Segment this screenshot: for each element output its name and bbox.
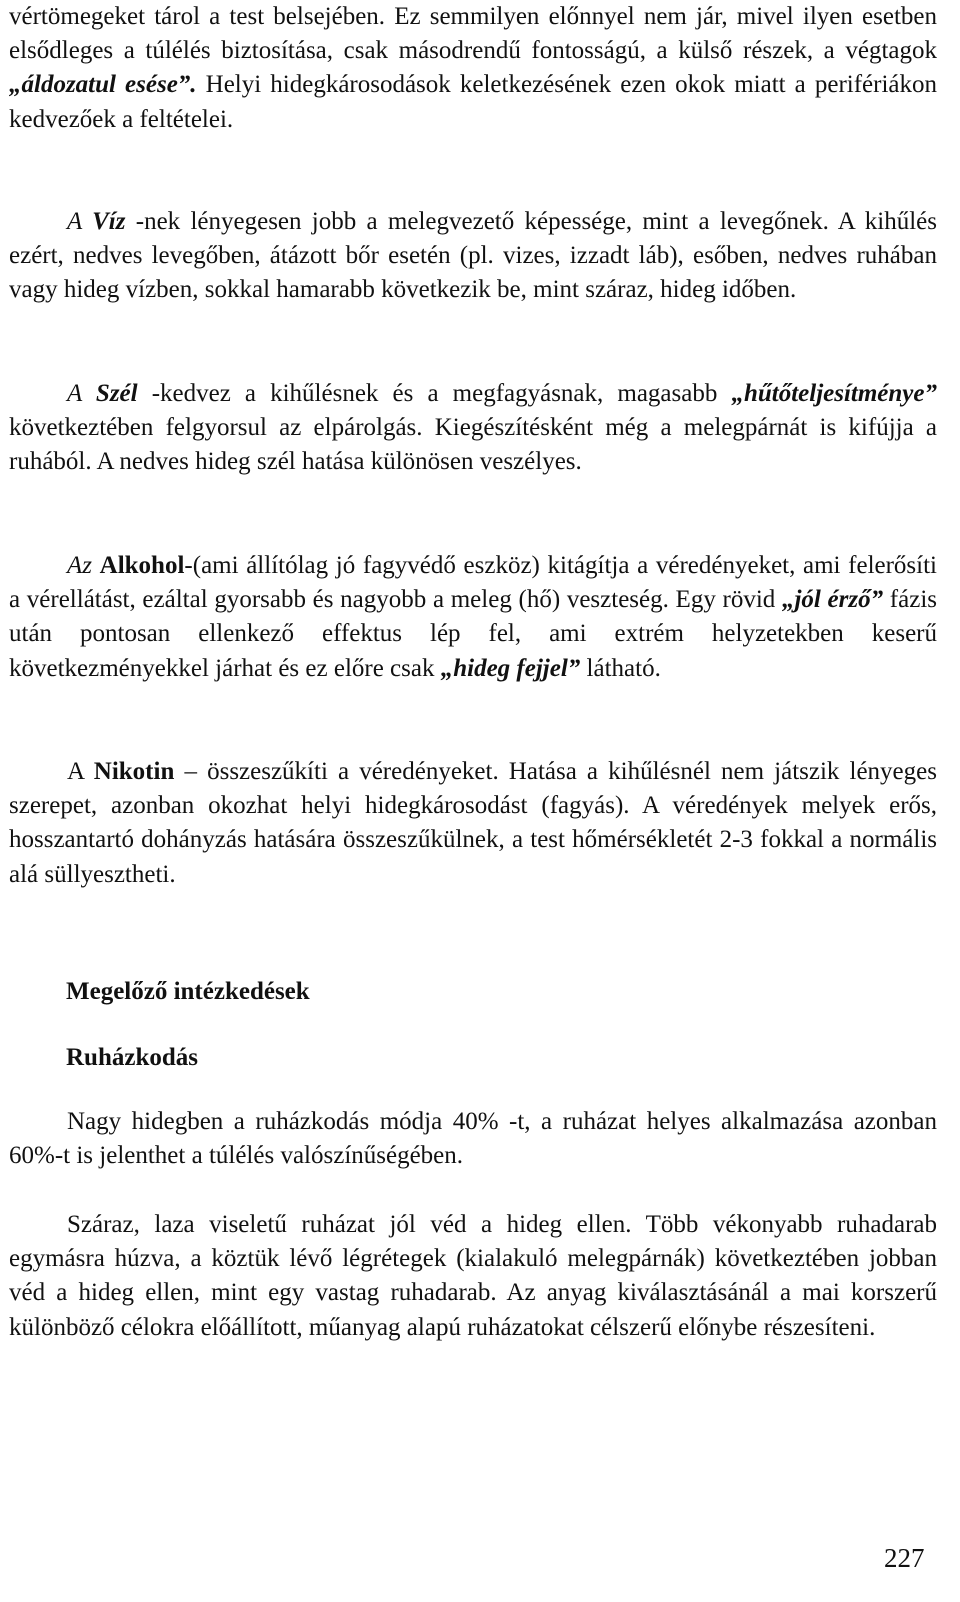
term-nikotin: Nikotin [93,758,175,785]
term-viz: Víz [92,208,126,235]
emphasis-text: „hűtőteljesítménye” [731,380,937,407]
text-run: Száraz, laza viseletű ruházat jól véd a hideg ellen. Több vékonyabb ruhadarab egymásra húzva, a köztük lévő légrétegek (kialakuló melegpárnák) következtében jobban véd a hideg ellen, mint egy vastag ruhadarab. Az anyag kiválasztásánál a mai korszerű különböző célokra előállított, műanyag alapú ruházatokat célszerű előnybe részesíteni. [9,1211,937,1341]
text-run: Nagy hidegben a ruházkodás módja 40% -t, a ruházat helyes alkalmazása azonban 60%-t is jelenthet a túlélés valószínűségében. [9,1108,937,1170]
paragraph-clothing-layers [9,1208,937,1345]
heading-clothing: Ruházkodás [66,1044,198,1071]
text-run: Helyi hidegkárosodások keletkezésének ezen okok miatt a perifériákon kedvezőek a feltételei. [9,71,938,133]
text-run: Az [67,552,100,579]
heading-prevention: Megelőző intézkedések [66,978,310,1005]
text-run: A [67,758,94,785]
text-run: A [67,208,93,235]
text-run: vértömegeket tárol a test belsejében. Ez semmilyen előnnyel nem jár, mivel ilyen esetben elsődleges a túlélés biztosítása, csak másodrendű fontosságú, a külső részek, a végtagok [9,3,937,65]
paragraph-wind [9,377,937,480]
page-number: 227 [884,1543,925,1573]
text-run: A [67,380,96,407]
text-run: -(ami állítólag jó fagyvédő eszköz) kitágítja a véredényeket, ami felerősíti a vérellátást, ezáltal gyorsabb és nagyobb a meleg (hő) veszteség. Egy rövid [9,552,937,614]
term-alkohol: Alkohol [99,552,185,579]
term-szel: Szél [95,380,138,407]
emphasis-text: „áldozatul esése”. [9,71,197,99]
text-run: -nek lényegesen jobb a melegvezető képessége, mint a levegőnek. A kihűlés ezért, nedves levegőben, átázott bőr esetén (pl. vizes, izzadt láb), esőben, nedves ruhában vagy hideg vízben, sokkal hamarabb következik be, mint száraz, hideg időben. [9,208,937,304]
text-run: következtében felgyorsul az elpárolgás. Kiegészítésként még a melegpárnát is kifújja a ruhából. A nedves hideg szél hatása különösen veszélyes. [9,414,937,476]
paragraph-alcohol [9,549,937,686]
text-run: – összeszűkíti a véredényeket. Hatása a kihűlésnél nem játszik lényeges szerepet, azonban okozhat helyi hidegkárosodást (fagyás). A véredények melyek erős, hosszantartó dohányzás hatására összeszűkülnek, a test hőmérsékletét 2-3 fokkal a normális alá süllyesztheti. [9,758,937,888]
paragraph-nicotine [9,755,937,892]
text-run: fázis után pontosan ellenkező effektus lép fel, ami extrém helyzetekben keserű következményekkel járhat és ez előre csak [9,586,938,682]
emphasis-text: „jól érző” [781,586,884,614]
text-run: látható. [580,654,661,682]
paragraph-body-heat [9,0,937,137]
emphasis-text: „hideg fejjel” [440,654,581,682]
paragraph-water [9,205,937,308]
paragraph-clothing-intro [9,1105,937,1173]
text-run: -kedvez a kihűlésnek és a megfagyásnak, magasabb [137,380,732,407]
